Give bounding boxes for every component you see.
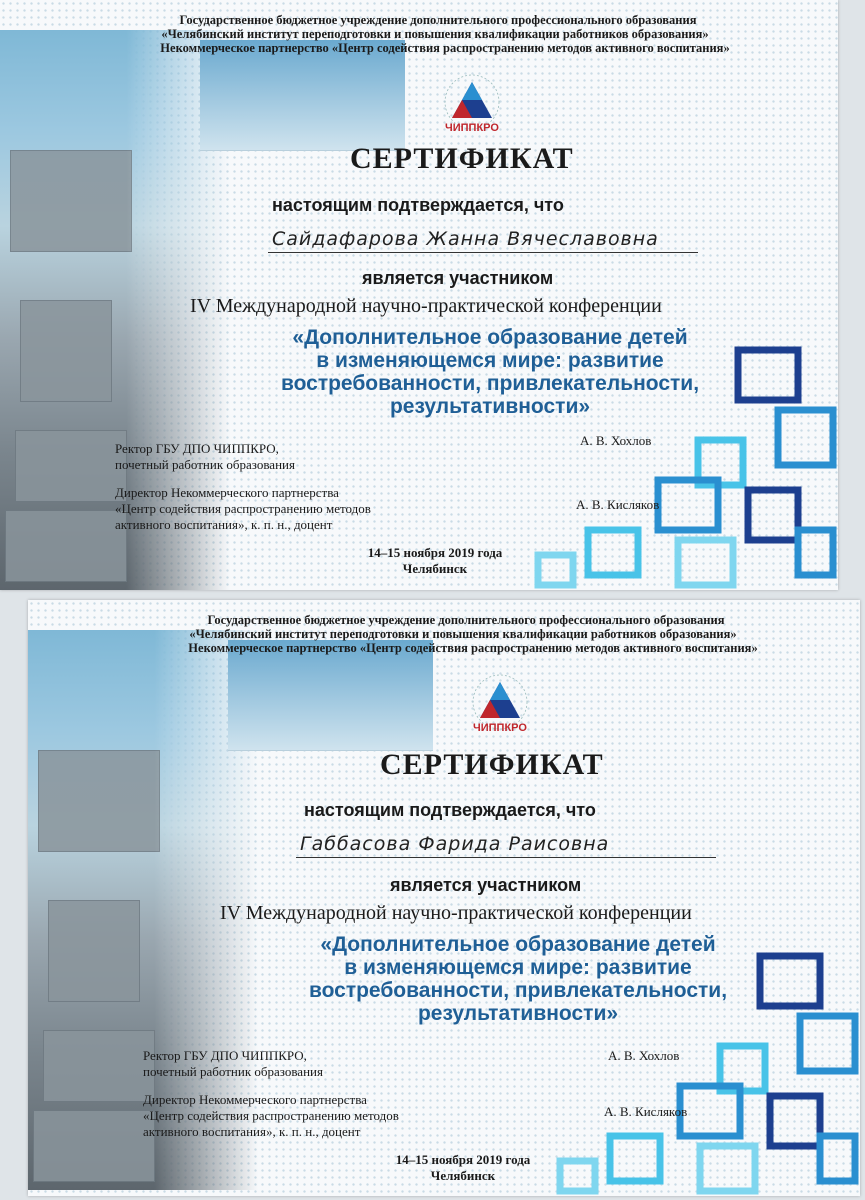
certificate-2: [28, 600, 860, 1196]
certificate-title: СЕРТИФИКАТ: [380, 748, 604, 781]
header-line-1: Государственное бюджетное учреждение дополнительного профессионального образования: [179, 13, 697, 27]
date-city: [363, 1152, 563, 1184]
participant-text: является участником: [390, 875, 582, 895]
director-title: [115, 485, 371, 533]
director-name: А. В. Кисляков: [576, 497, 660, 512]
theme-line-3: востребованности, привлекательности,: [308, 979, 728, 1002]
rector-line-1: Ректор ГБУ ДПО ЧИППКРО,: [115, 441, 279, 456]
logo-caption: ЧИППКРО: [445, 122, 499, 134]
theme-line-2: в изменяющемся мире: развитие: [344, 956, 692, 979]
director-name: А. В. Кисляков: [604, 1104, 688, 1119]
event-date: 14–15 ноября 2019 года: [367, 545, 503, 560]
students-photo: [228, 640, 433, 751]
participant-text: является участником: [362, 268, 554, 288]
theme-line-1: «Дополнительное образование детей: [320, 933, 716, 956]
director-line-2: «Центр содействия распространению методов: [115, 501, 371, 516]
recipient-name: Габбасова Фарида Раисовна: [300, 833, 610, 855]
logo-caption: ЧИППКРО: [473, 722, 527, 734]
theme-line-2: в изменяющемся мире: развитие: [316, 349, 664, 372]
header-line-2: «Челябинский институт переподготовки и повышения квалификации работников образования»: [161, 27, 709, 41]
name-underline: [296, 857, 716, 858]
rector-line-2: почетный работник образования: [143, 1064, 323, 1079]
director-line-3: активного воспитания», к. п. н., доцент: [143, 1124, 361, 1139]
rector-name: А. В. Хохлов: [580, 433, 652, 448]
rector-name: А. В. Хохлов: [608, 1048, 680, 1063]
theme-line-1: «Дополнительное образование детей: [292, 326, 688, 349]
director-line-2: «Центр содействия распространению методов: [143, 1108, 399, 1123]
rector-title: [143, 1048, 323, 1080]
certificate-1: [0, 0, 838, 590]
event-city: Челябинск: [402, 561, 468, 576]
rector-line-2: почетный работник образования: [115, 457, 295, 472]
confirm-text: настоящим подтверждается, что: [272, 195, 564, 215]
conference-line: IV Международной научно-практической конференции: [220, 902, 692, 924]
recipient-name: Сайдафарова Жанна Вячеславовна: [272, 228, 659, 250]
conference-theme: [215, 326, 765, 418]
event-city: Челябинск: [430, 1168, 496, 1183]
conference-line: IV Международной научно-практической конференции: [190, 295, 662, 317]
name-underline: [268, 252, 698, 253]
certificate-title: СЕРТИФИКАТ: [350, 142, 574, 175]
header-line-3: Некоммерческое партнерство «Центр содействия распространению методов активного воспитания»: [160, 41, 730, 55]
confirm-text: настоящим подтверждается, что: [304, 800, 596, 820]
rector-title: [115, 441, 295, 473]
director-line-3: активного воспитания», к. п. н., доцент: [115, 517, 333, 532]
students-photo: [200, 40, 405, 151]
theme-line-3: востребованности, привлекательности,: [280, 372, 700, 395]
theme-line-4: результативности»: [417, 1002, 619, 1025]
date-city: [335, 545, 535, 577]
director-title: [143, 1092, 399, 1140]
theme-line-4: результативности»: [389, 395, 591, 418]
rector-line-1: Ректор ГБУ ДПО ЧИППКРО,: [143, 1048, 307, 1063]
header-line-1: Государственное бюджетное учреждение дополнительного профессионального образования: [207, 613, 725, 627]
header-line-2: «Челябинский институт переподготовки и повышения квалификации работников образования»: [189, 627, 737, 641]
event-date: 14–15 ноября 2019 года: [395, 1152, 531, 1167]
conference-theme: [243, 933, 793, 1025]
header-line-3: Некоммерческое партнерство «Центр содействия распространению методов активного воспитания»: [188, 641, 758, 655]
director-line-1: Директор Некоммерческого партнерства: [115, 485, 339, 500]
director-line-1: Директор Некоммерческого партнерства: [143, 1092, 367, 1107]
